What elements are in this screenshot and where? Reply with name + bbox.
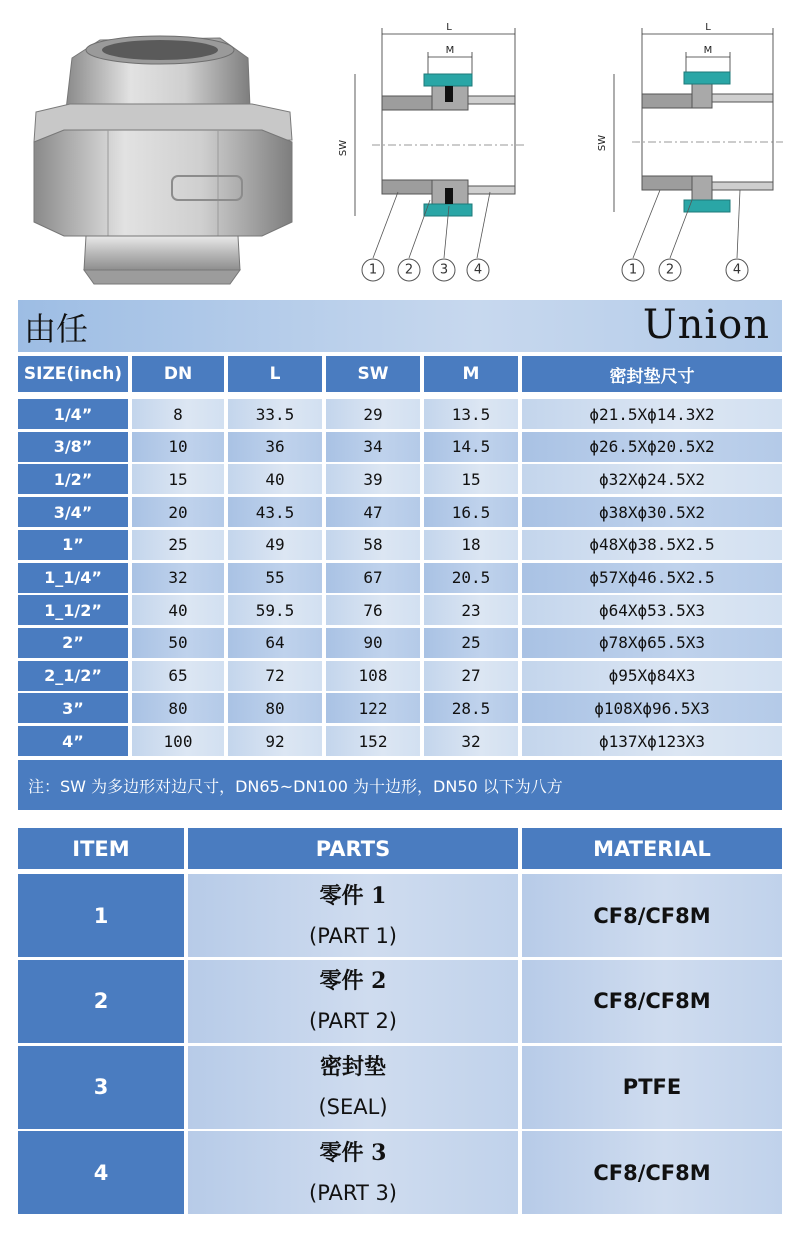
callout-label-2-left: 2	[404, 262, 414, 278]
figure-area	[0, 0, 800, 298]
cell-dn: 25	[132, 530, 224, 560]
cell-gasket: ϕ48Xϕ38.5X2.5	[522, 530, 782, 560]
size-label: 1_1/4”	[18, 563, 128, 593]
header-dn: DN	[132, 356, 224, 392]
cell-l: 80	[228, 693, 322, 723]
part-item: 3	[18, 1046, 184, 1129]
cell-dn: 80	[132, 693, 224, 723]
section-drawing-left	[338, 22, 525, 281]
size-label: 4”	[18, 726, 128, 756]
cell-m: 18	[424, 530, 518, 560]
size-label: 2”	[18, 628, 128, 658]
cell-gasket: ϕ64Xϕ53.5X3	[522, 595, 782, 625]
part-material: CF8/CF8M	[522, 1131, 782, 1214]
cell-m: 28.5	[424, 693, 518, 723]
cell-gasket: ϕ95Xϕ84X3	[522, 661, 782, 691]
cell-gasket: ϕ32Xϕ24.5X2	[522, 464, 782, 494]
part-name	[188, 960, 518, 1043]
cell-l: 33.5	[228, 399, 322, 429]
part-material: CF8/CF8M	[522, 960, 782, 1043]
callout-label-1-left: 1	[368, 262, 378, 278]
figure-svg	[0, 0, 800, 298]
cell-sw: 122	[326, 693, 420, 723]
cell-l: 49	[228, 530, 322, 560]
cell-l: 64	[228, 628, 322, 658]
header-l: L	[228, 356, 322, 392]
section-drawing-right	[597, 22, 783, 281]
size-label: 2_1/2”	[18, 661, 128, 691]
cell-sw: 152	[326, 726, 420, 756]
cell-sw: 76	[326, 595, 420, 625]
part-name	[188, 1046, 518, 1129]
cell-dn: 100	[132, 726, 224, 756]
cell-m: 20.5	[424, 563, 518, 593]
cell-dn: 15	[132, 464, 224, 494]
cell-dn: 65	[132, 661, 224, 691]
part-item: 1	[18, 874, 184, 957]
cell-dn: 32	[132, 563, 224, 593]
dim-m-left: M	[445, 45, 455, 56]
cell-gasket: ϕ137Xϕ123X3	[522, 726, 782, 756]
part-name	[188, 874, 518, 957]
cell-l: 59.5	[228, 595, 322, 625]
dim-l-right: L	[705, 22, 711, 33]
cell-l: 43.5	[228, 497, 322, 527]
callout-label-4-left: 4	[473, 262, 483, 278]
callout-label-1-right: 1	[628, 262, 638, 278]
part-name-chinese: 零件 3	[319, 1139, 387, 1166]
cell-sw: 29	[326, 399, 420, 429]
cell-m: 13.5	[424, 399, 518, 429]
cell-sw: 108	[326, 661, 420, 691]
part-item: 4	[18, 1131, 184, 1214]
cell-m: 15	[424, 464, 518, 494]
cell-m: 27	[424, 661, 518, 691]
cell-l: 36	[228, 432, 322, 462]
part-material: CF8/CF8M	[522, 874, 782, 957]
size-note: 注：SW 为多边形对边尺寸，DN65~DN100 为十边形，DN50 以下为八方	[18, 760, 782, 810]
cell-dn: 20	[132, 497, 224, 527]
cell-dn: 50	[132, 628, 224, 658]
cell-sw: 67	[326, 563, 420, 593]
cell-sw: 90	[326, 628, 420, 658]
cell-sw: 39	[326, 464, 420, 494]
part-name	[188, 1131, 518, 1214]
cell-gasket: ϕ26.5Xϕ20.5X2	[522, 432, 782, 462]
cell-dn: 8	[132, 399, 224, 429]
title-english: Union	[642, 302, 770, 348]
header-size: SIZE(inch)	[18, 356, 128, 392]
size-label: 3/4”	[18, 497, 128, 527]
size-label: 1_1/2”	[18, 595, 128, 625]
product-photo	[34, 36, 292, 284]
part-name-chinese: 零件 2	[319, 968, 387, 995]
part-name-english: (PART 3)	[309, 1180, 397, 1205]
cell-l: 72	[228, 661, 322, 691]
cell-m: 23	[424, 595, 518, 625]
dim-l-left: L	[446, 22, 452, 33]
cell-m: 14.5	[424, 432, 518, 462]
cell-dn: 10	[132, 432, 224, 462]
cell-gasket: ϕ21.5Xϕ14.3X2	[522, 399, 782, 429]
size-label: 1/4”	[18, 399, 128, 429]
part-name-chinese: 零件 1	[319, 882, 387, 909]
cell-m: 16.5	[424, 497, 518, 527]
size-label: 1/2”	[18, 464, 128, 494]
cell-sw: 47	[326, 497, 420, 527]
cell-gasket: ϕ108Xϕ96.5X3	[522, 693, 782, 723]
cell-gasket: ϕ57Xϕ46.5X2.5	[522, 563, 782, 593]
header-parts: PARTS	[188, 828, 518, 869]
header-gasket-size: 密封垫尺寸	[522, 356, 782, 392]
part-item: 2	[18, 960, 184, 1043]
dim-sw-right: SW	[597, 134, 608, 152]
callout-label-4-right: 4	[732, 262, 742, 278]
size-label: 1”	[18, 530, 128, 560]
header-m: M	[424, 356, 518, 392]
cell-m: 32	[424, 726, 518, 756]
cell-m: 25	[424, 628, 518, 658]
cell-sw: 34	[326, 432, 420, 462]
size-label: 3/8”	[18, 432, 128, 462]
part-material: PTFE	[522, 1046, 782, 1129]
cell-sw: 58	[326, 530, 420, 560]
title-banner	[18, 300, 782, 352]
dim-m-right: M	[703, 45, 713, 56]
part-name-chinese: 密封垫	[319, 1054, 386, 1081]
cell-l: 40	[228, 464, 322, 494]
callout-label-3-left: 3	[439, 262, 449, 278]
cell-l: 55	[228, 563, 322, 593]
part-name-english: (SEAL)	[318, 1095, 388, 1120]
cell-dn: 40	[132, 595, 224, 625]
cell-gasket: ϕ78Xϕ65.5X3	[522, 628, 782, 658]
cell-l: 92	[228, 726, 322, 756]
dim-sw-left: SW	[338, 139, 349, 157]
part-name-english: (PART 2)	[309, 1009, 397, 1034]
header-item: ITEM	[18, 828, 184, 869]
callout-label-2-right: 2	[665, 262, 675, 278]
header-material: MATERIAL	[522, 828, 782, 869]
size-label: 3”	[18, 693, 128, 723]
title-chinese: 由任	[24, 310, 89, 348]
header-sw: SW	[326, 356, 420, 392]
cell-gasket: ϕ38Xϕ30.5X2	[522, 497, 782, 527]
part-name-english: (PART 1)	[309, 923, 397, 948]
